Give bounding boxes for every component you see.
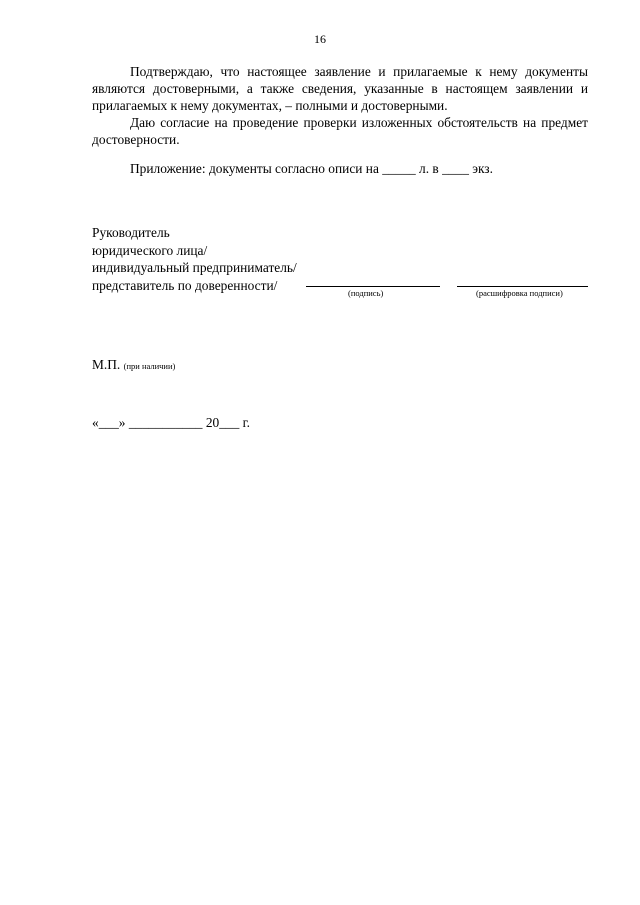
stamp-place xyxy=(92,357,175,373)
page-number: 16 xyxy=(314,32,326,46)
date-line: «___» ___________ 20___ г. xyxy=(92,415,250,430)
signer-line-2: юридического лица/ xyxy=(92,242,208,258)
confirmation-paragraph xyxy=(92,63,588,114)
signer-line-1: Руководитель xyxy=(92,225,170,240)
attachment-line xyxy=(92,160,588,177)
attachment-text: Приложение: документы согласно описи на _____ л. в ____ экз. xyxy=(130,161,493,176)
stamp-note: (при наличии) xyxy=(123,361,176,371)
signature-decoding-caption: (расшифровка подписи) xyxy=(476,288,563,298)
signer-block xyxy=(92,224,297,294)
paragraph-consent-text: Даю согласие на проведение проверки изложенных обстоятельств на предмет достоверности. xyxy=(92,115,588,147)
signature-field-line[interactable] xyxy=(306,286,440,287)
signature-decoding-field-line[interactable] xyxy=(457,286,588,287)
consent-paragraph xyxy=(92,114,588,148)
signer-line-3: индивидуальный предприниматель/ xyxy=(92,260,297,275)
paragraph-confirmation-text: Подтверждаю, что настоящее заявление и прилагаемые к нему документы являются достоверными, а также сведения, указанные в настоящем заявлении и прилагаемых к нему документах, – полными и достоверными. xyxy=(92,64,588,113)
signer-line-4: представитель по доверенности/ xyxy=(92,277,278,293)
stamp-label: М.П. xyxy=(92,357,121,372)
signature-caption: (подпись) xyxy=(348,288,384,298)
